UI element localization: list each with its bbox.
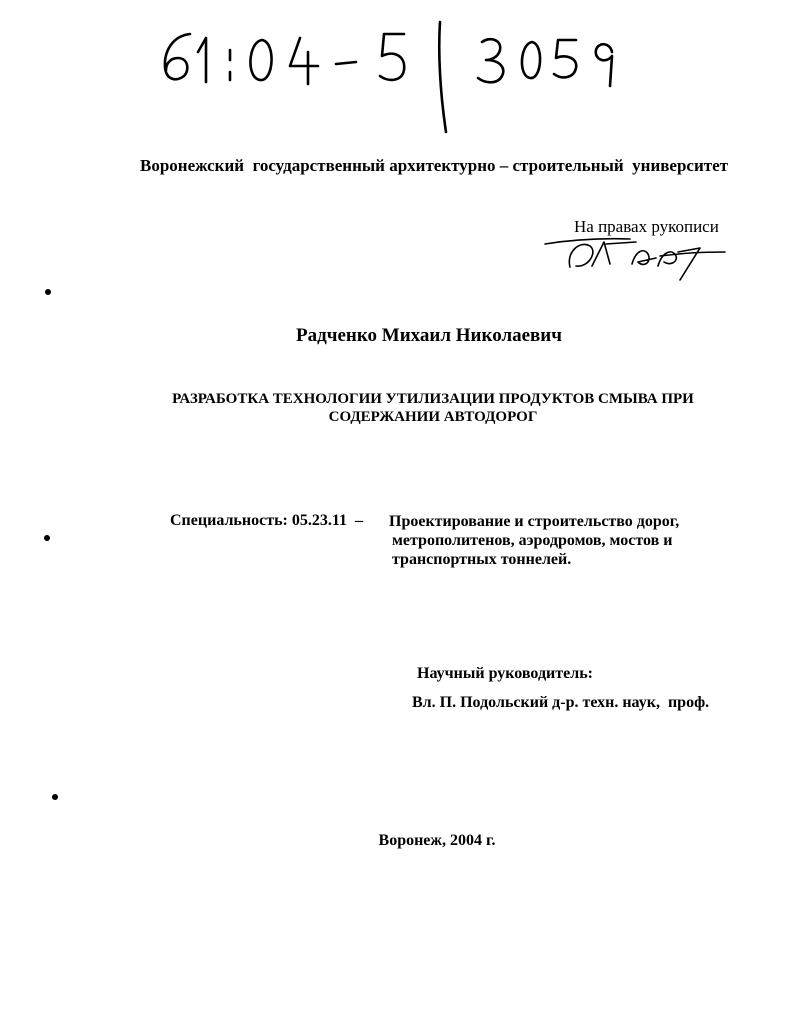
university-name: Воронежский государственный архитектурно – строительный университет bbox=[139, 156, 729, 175]
handwritten-archive-code bbox=[150, 12, 630, 142]
binding-mark bbox=[44, 535, 50, 541]
specialty-label: Специальность: 05.23.11 – bbox=[170, 512, 363, 529]
manuscript-rights-note: На правах рукописи bbox=[574, 217, 719, 236]
advisor-label: Научный руководитель: bbox=[417, 665, 593, 682]
specialty-line-1: Проектирование и строительство дорог, bbox=[389, 513, 680, 530]
dissertation-title bbox=[150, 390, 716, 426]
specialty-description bbox=[389, 512, 679, 569]
advisor-name: Вл. П. Подольский д-р. техн. наук, проф. bbox=[412, 694, 710, 711]
title-line-2: СОДЕРЖАНИИ АВТОДОРОГ bbox=[328, 409, 538, 425]
binding-mark bbox=[45, 289, 51, 295]
author-name: Радченко Михаил Николаевич bbox=[296, 325, 562, 346]
specialty-line-3: транспортных тоннелей. bbox=[392, 551, 572, 568]
signature bbox=[540, 222, 730, 282]
binding-mark bbox=[52, 794, 58, 800]
city-year: Воронеж, 2004 г. bbox=[378, 832, 496, 849]
title-line-1: РАЗРАБОТКА ТЕХНОЛОГИИ УТИЛИЗАЦИИ ПРОДУКТОВ СМЫВА ПРИ bbox=[172, 391, 694, 407]
specialty-line-2: метрополитенов, аэродромов, мостов и bbox=[392, 532, 673, 549]
